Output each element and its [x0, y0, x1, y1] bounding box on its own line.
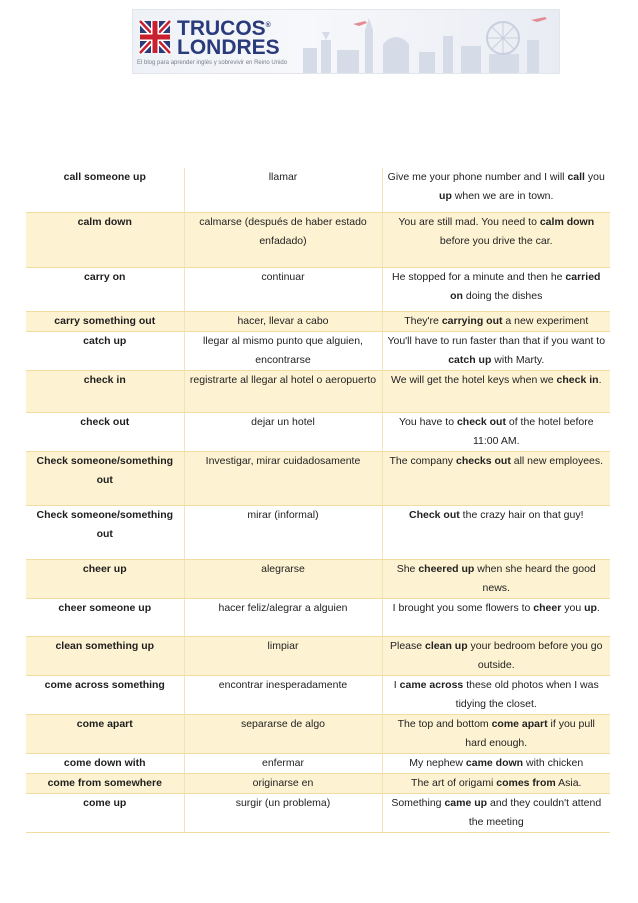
- meaning-cell: originarse en: [184, 773, 382, 793]
- logo-subtitle: El blog para aprender inglés y sobrevivir en Reino Unido: [137, 60, 288, 66]
- table-row: [26, 331, 610, 370]
- table-row: [26, 636, 610, 675]
- example-cell: [382, 753, 610, 773]
- phrasal-verb-cell: come up: [26, 793, 184, 832]
- example-highlight: checks out: [455, 454, 511, 467]
- example-cell: [382, 773, 610, 793]
- example-cell: [382, 675, 610, 714]
- meaning-cell: surgir (un problema): [184, 793, 382, 832]
- example-text: .: [598, 373, 602, 386]
- table-row: [26, 753, 610, 773]
- example-text: when she heard the good news.: [474, 562, 596, 594]
- example-text: a new experiment: [502, 314, 589, 327]
- meaning-cell: encontrar inesperadamente: [184, 675, 382, 714]
- example-text: We will get the hotel keys when we: [390, 373, 557, 386]
- example-text: your bedroom before you go outside.: [467, 639, 603, 671]
- union-jack-cube-icon: [139, 18, 173, 56]
- phrasal-verb-cell: check in: [26, 370, 184, 412]
- example-text: when we are in town.: [451, 190, 554, 202]
- meaning-cell: enfermar: [184, 753, 382, 773]
- example-text: you: [584, 171, 605, 183]
- example-text: these old photos when I was tidying the closet.: [455, 678, 599, 710]
- example-text: She: [396, 562, 419, 575]
- phrasal-verb-cell: come from somewhere: [26, 773, 184, 793]
- example-text: Please: [390, 639, 426, 652]
- meaning-cell: continuar: [184, 267, 382, 311]
- example-text: You'll have to run faster than that if you want to: [387, 334, 606, 347]
- phrasal-verb-cell: Check someone/something out: [26, 451, 184, 505]
- table-row: [26, 267, 610, 311]
- phrasal-verb-cell: check out: [26, 412, 184, 451]
- phrasal-verb-cell: cheer someone up: [26, 598, 184, 636]
- example-text: I: [393, 678, 400, 691]
- example-highlight: up: [584, 601, 597, 614]
- table-row: [26, 212, 610, 267]
- table-row: [26, 793, 610, 832]
- phrasal-verb-cell: come across something: [26, 675, 184, 714]
- example-cell: [382, 451, 610, 505]
- example-cell: [382, 267, 610, 311]
- header-banner: [132, 9, 560, 74]
- example-text: you: [561, 601, 585, 614]
- example-text: Give me your phone number and I will: [387, 171, 568, 183]
- example-cell: [382, 559, 610, 598]
- example-text: and they couldn't attend the meeting: [468, 796, 602, 828]
- example-highlight: Check out: [409, 508, 460, 521]
- phrasal-verbs-table: [26, 168, 610, 833]
- example-text: before you drive the car.: [439, 234, 553, 247]
- phrasal-verb-cell: Check someone/something out: [26, 505, 184, 559]
- phrasal-verb-cell: carry something out: [26, 311, 184, 331]
- example-text: The company: [389, 454, 456, 467]
- phrasal-verb-cell: cheer up: [26, 559, 184, 598]
- example-highlight: call: [567, 171, 585, 183]
- example-text: all new employees.: [510, 454, 604, 467]
- table-row: [26, 773, 610, 793]
- example-highlight: carrying out: [441, 314, 503, 327]
- table-row: [26, 505, 610, 559]
- example-cell: [382, 598, 610, 636]
- example-text: the crazy hair on that guy!: [459, 508, 584, 521]
- meaning-cell: llamar: [184, 168, 382, 212]
- phrasal-verb-cell: clean something up: [26, 636, 184, 675]
- example-text: Something: [391, 796, 445, 809]
- example-text: I brought you some flowers to: [392, 601, 534, 614]
- example-highlight: comes from: [496, 776, 556, 789]
- phrasal-verb-cell: come apart: [26, 714, 184, 753]
- meaning-cell: llegar al mismo punto que alguien, encontrarse: [184, 331, 382, 370]
- example-text: The top and bottom: [397, 717, 492, 730]
- example-text: with chicken: [523, 756, 584, 769]
- meaning-cell: dejar un hotel: [184, 412, 382, 451]
- meaning-cell: alegrarse: [184, 559, 382, 598]
- meaning-cell: registrarte al llegar al hotel o aeropuerto: [184, 370, 382, 412]
- example-cell: [382, 714, 610, 753]
- phrasal-verb-cell: catch up: [26, 331, 184, 370]
- example-text: Asia.: [555, 776, 582, 789]
- london-skyline-illustration: [293, 10, 560, 74]
- phrasal-verb-cell: come down with: [26, 753, 184, 773]
- table-row: [26, 311, 610, 331]
- table-row: [26, 412, 610, 451]
- example-cell: [382, 412, 610, 451]
- phrasal-verb-cell: calm down: [26, 212, 184, 267]
- table-row: [26, 598, 610, 636]
- table-row: [26, 714, 610, 753]
- meaning-cell: calmarse (después de haber estado enfadado): [184, 212, 382, 267]
- meaning-cell: limpiar: [184, 636, 382, 675]
- example-cell: [382, 505, 610, 559]
- example-cell: [382, 636, 610, 675]
- example-highlight: cheer: [533, 601, 562, 614]
- example-cell: [382, 311, 610, 331]
- example-text: You have to: [398, 415, 457, 428]
- meaning-cell: mirar (informal): [184, 505, 382, 559]
- example-highlight: come apart: [491, 717, 548, 730]
- example-text: .: [596, 601, 600, 614]
- example-highlight: came across: [399, 678, 464, 691]
- table-row: [26, 168, 610, 212]
- example-highlight: came down: [465, 756, 524, 769]
- example-highlight: clean up: [425, 639, 468, 652]
- phrasal-verb-cell: call someone up: [26, 168, 184, 212]
- table-row: [26, 451, 610, 505]
- example-text: doing the dishes: [462, 289, 543, 302]
- example-text: with Marty.: [491, 353, 545, 366]
- example-cell: [382, 212, 610, 267]
- example-highlight: check out: [456, 415, 506, 428]
- table-row: [26, 559, 610, 598]
- table-row: [26, 370, 610, 412]
- meaning-cell: Investigar, mirar cuidadosamente: [184, 451, 382, 505]
- example-text: My nephew: [409, 756, 466, 769]
- example-highlight: cheered up: [418, 562, 475, 575]
- example-text: of the hotel before 11:00 AM.: [472, 415, 594, 447]
- meaning-cell: hacer feliz/alegrar a alguien: [184, 598, 382, 636]
- example-text: They're: [404, 314, 442, 327]
- example-text: He stopped for a minute and then he: [392, 270, 566, 283]
- logo-title: TRUCOS® LONDRES: [177, 17, 280, 59]
- table-row: [26, 675, 610, 714]
- example-highlight: catch up: [448, 353, 492, 366]
- example-text: if you pull hard enough.: [465, 717, 595, 749]
- example-highlight: check in: [556, 373, 599, 386]
- example-highlight: up: [439, 190, 452, 202]
- meaning-cell: hacer, llevar a cabo: [184, 311, 382, 331]
- phrasal-verb-cell: carry on: [26, 267, 184, 311]
- example-highlight: came up: [444, 796, 488, 809]
- example-text: You are still mad. You need to: [398, 215, 540, 228]
- meaning-cell: separarse de algo: [184, 714, 382, 753]
- example-text: The art of origami: [411, 776, 497, 789]
- example-cell: [382, 370, 610, 412]
- example-highlight: calm down: [539, 215, 595, 228]
- example-cell: [382, 168, 610, 212]
- example-cell: [382, 793, 610, 832]
- example-highlight: carried on: [450, 270, 601, 302]
- example-cell: [382, 331, 610, 370]
